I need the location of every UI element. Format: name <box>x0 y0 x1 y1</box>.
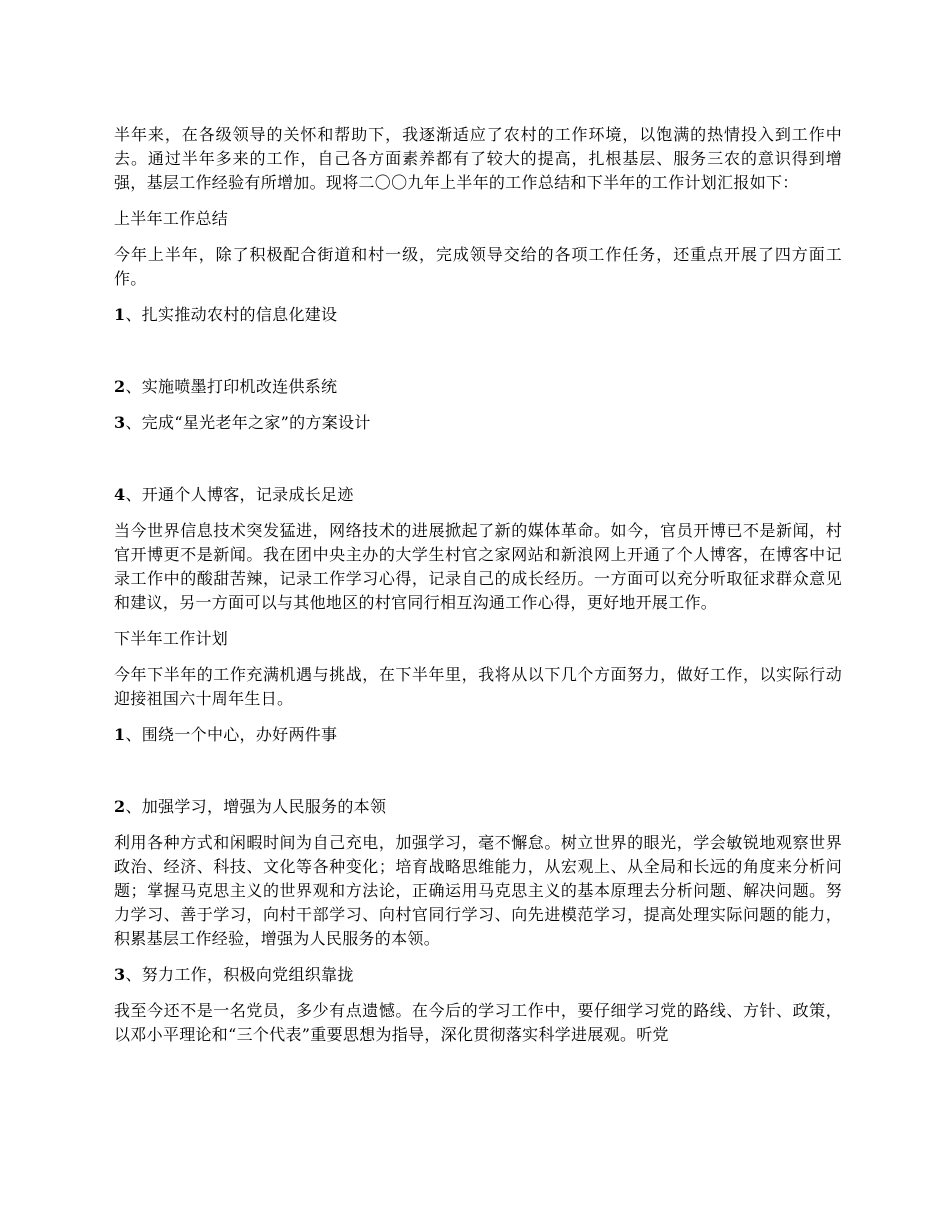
list-item <box>114 303 842 327</box>
list-item-number: 1 <box>114 305 126 324</box>
first-half-intro-paragraph: 今年上半年，除了积极配合街道和村一级，完成领导交给的各项工作任务，还重点开展了四方面工作。 <box>114 245 842 288</box>
list-item-text: 、努力工作，积极向党组织靠拢 <box>125 965 354 984</box>
list-item <box>114 963 842 987</box>
list-item-text: 、扎实推动农村的信息化建设 <box>125 305 338 324</box>
study-paragraph: 利用各种方式和闲暇时间为自己充电，加强学习，毫不懈怠。树立世界的眼光，学会敏锐地观察世界政治、经济、科技、文化等各种变化；培育战略思维能力，从宏观上、从全局和长远的角度来分析问题；掌握马克思主义的世界观和方法论，正确运用马克思主义的基本原理去分析问题、解决问题。努力学习、善于学习，向村干部学习、向村官同行学习、向先进模范学习，提高处理实际问题的能力，积累基层工作经验，增强为人民服务的本领。 <box>114 833 842 948</box>
list-item-text: 、加强学习，增强为人民服务的本领 <box>125 797 387 816</box>
blog-paragraph: 当今世界信息技术突发猛进，网络技术的进展掀起了新的媒体革命。如今，官员开博已不是新闻，村官开博更不是新闻。我在团中央主办的大学生村官之家网站和新浪网上开通了个人博客，在博客中记录工作中的酸甜苦辣，记录工作学习心得，记录自己的成长经历。一方面可以充分听取征求群众意见和建议，另一方面可以与其他地区的村官同行相互沟通工作心得，更好地开展工作。 <box>114 521 842 612</box>
list-item <box>114 723 842 747</box>
list-item <box>114 483 842 507</box>
list-item <box>114 411 842 435</box>
section-heading-first-half-summary: 上半年工作总结 <box>114 209 229 228</box>
list-item-number: 4 <box>114 485 126 504</box>
list-item-text: 、开通个人博客，记录成长足迹 <box>125 485 354 504</box>
section-heading-second-half-plan: 下半年工作计划 <box>114 629 229 648</box>
intro-paragraph: 半年来，在各级领导的关怀和帮助下，我逐渐适应了农村的工作环境，以饱满的热情投入到工作中去。通过半年多来的工作，自己各方面素养都有了较大的提高，扎根基层、服务三农的意识得到增强，基层工作经验有所增加。现将二〇〇九年上半年的工作总结和下半年的工作计划汇报如下： <box>114 125 842 192</box>
list-item-text: 、围绕一个中心，办好两件事 <box>125 725 338 744</box>
list-item-number: 3 <box>114 413 126 432</box>
list-item-text: 、实施喷墨打印机改连供系统 <box>125 377 338 396</box>
document-body <box>114 123 842 1059</box>
second-half-intro-paragraph: 今年下半年的工作充满机遇与挑战，在下半年里，我将从以下几个方面努力，做好工作，以实际行动迎接祖国六十周年生日。 <box>114 665 842 708</box>
list-item-number: 1 <box>114 725 126 744</box>
list-item <box>114 795 842 819</box>
list-item <box>114 375 842 399</box>
list-item-text: 、完成“星光老年之家”的方案设计 <box>125 413 371 432</box>
party-paragraph: 我至今还不是一名党员，多少有点遗憾。在今后的学习工作中，要仔细学习党的路线、方针、政策，以邓小平理论和“三个代表”重要思想为指导，深化贯彻落实科学进展观。听党 <box>114 1001 842 1044</box>
list-item-number: 3 <box>114 965 126 984</box>
list-item-number: 2 <box>114 797 126 816</box>
list-item-number: 2 <box>114 377 126 396</box>
